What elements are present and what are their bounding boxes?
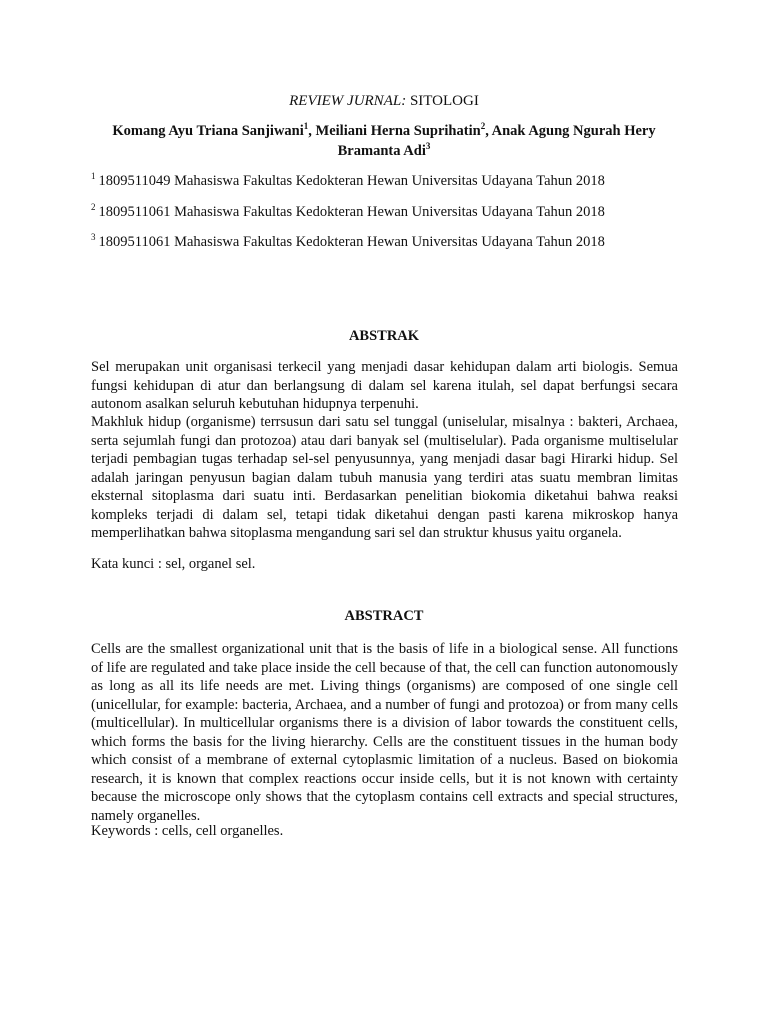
abstract-paragraph: Cells are the smallest organizational unit that is the basis of life in a biological sense. All functions of life are regulated and take place inside the cell because of that, the cell can function autonomously as long as all its life needs are met. Living things (organisms) are composed of one single cell (unicellular, for example: bacteria, Archaea, and a number of fungi and protozoa) or from many cells (multicellular). In multicellular organisms there is a division of labor towards the constituent cells, which forms the basis for the living hierarchy. Cells are the constituent tissues in the human body which consist of a membrane of external cytoplasmic limitation of a nucleus. Based on biokomia research, it is known that complex reactions occur inside cells, but it is not known with certainty because the microscope only shows that the cytoplasm contains cell extracts and special structures, namely organelles. [91,641,678,824]
abstrak-paragraph-1: Sel merupakan unit organisasi terkecil yang menjadi dasar kehidupan dalam arti biologis. Semua fungsi kehidupan di atur dan berlangsung di dalam sel karena itulah, sel dapat berfungsi secara autonom asalkan seluruh kebutuhan hidupnya terpenuhi. [91,359,678,412]
author-affiliation-marker: 3 [425,141,431,152]
author-affiliation-marker: 1 [303,121,309,132]
affiliation-text: 1809511049 Mahasiswa Fakultas Kedokteran Hewan Universitas Udayana Tahun 2018 [98,173,605,189]
affiliation-line [91,232,691,252]
title-subject: SITOLOGI [406,93,479,109]
author-list [90,121,678,161]
affiliation-number: 3 [91,232,96,243]
affiliation-line [91,171,691,191]
abstrak-heading: ABSTRAK [348,328,420,344]
abstract-heading: ABSTRACT [344,608,424,624]
abstrak-paragraph-2: Makhluk hidup (organisme) terrsusun dari satu sel tunggal (uniselular, misalnya : bakteri, Archaea, serta sejumlah fungi dan protozoa) atau dari banyak sel (multiselular). Pada organisme multiselular terjadi pembagian tugas terhadap sel-sel penyusunnya, yang menjadi dasar bagi Hirarki hidup. Sel adalah jaringan penyusun bagian dalam tubuh manusia yang terdiri atas suatu membran limitas eksternal sitoplasma dari suatu inti. Berdasarkan penelitian biokomia diketahui bahwa reaksi kompleks terjadi di dalam sel, tetapi tidak diketahui dengan pasti karena mikroskop hanya memperlihatkan bahwa sitoplasma mengandung sari sel dan struktur khusus yaitu organela. [91,414,678,541]
author-separator: , [485,123,492,139]
author-name: Komang Ayu Triana Sanjiwani [112,123,304,139]
affiliation-line [91,202,691,222]
affiliation-number: 2 [91,202,96,213]
affiliation-text: 1809511061 Mahasiswa Fakultas Kedokteran Hewan Universitas Udayana Tahun 2018 [98,204,605,220]
abstrak-keywords: Kata kunci : sel, organel sel. [91,556,256,572]
author-name: Meiliani Herna Suprihatin [315,123,481,139]
title-prefix: REVIEW JURNAL: [289,93,407,109]
author-affiliation-marker: 2 [480,121,486,132]
affiliation-text: 1809511061 Mahasiswa Fakultas Kedokteran Hewan Universitas Udayana Tahun 2018 [98,234,605,250]
abstract-keywords: Keywords : cells, cell organelles. [91,823,284,839]
author-separator: , [308,123,316,139]
document-title [0,91,768,111]
author-name: Anak Agung Ngurah Hery Bramanta Adi [337,123,656,159]
affiliation-number: 1 [91,171,96,182]
